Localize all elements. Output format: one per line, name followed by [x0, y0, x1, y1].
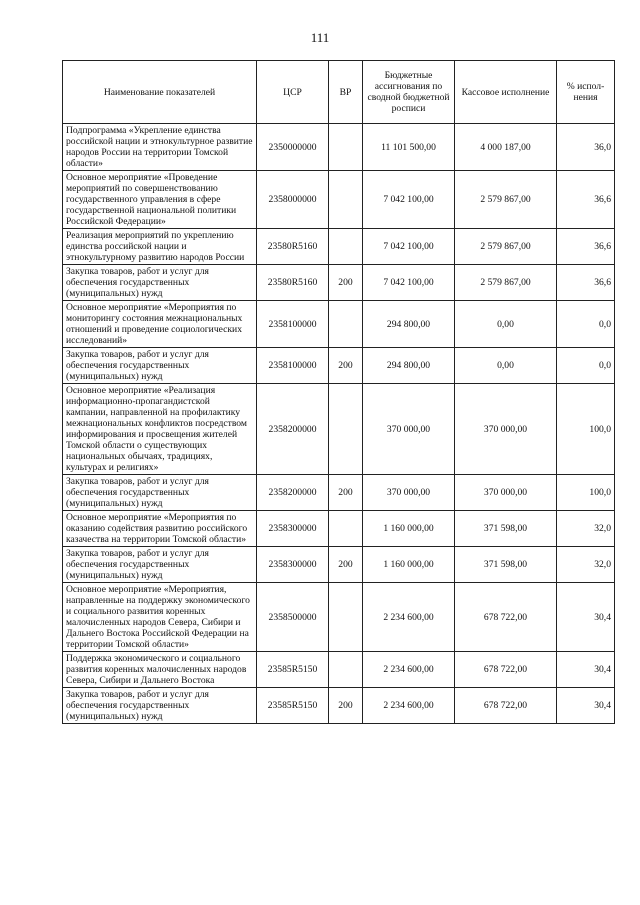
row-csr: 2350000000: [257, 124, 329, 171]
table-row: [63, 547, 615, 583]
row-vr: [329, 229, 363, 265]
row-assignments: 294 800,00: [363, 301, 455, 348]
row-vr: 200: [329, 547, 363, 583]
row-percent: 30,4: [557, 652, 615, 688]
row-cash: 371 598,00: [455, 511, 557, 547]
row-name: Поддержка экономического и социального развития коренных малочисленных народов Севера, Сибири и Дальнего Востока: [63, 652, 257, 688]
table-row: [63, 652, 615, 688]
row-cash: 678 722,00: [455, 583, 557, 652]
table-row: [63, 384, 615, 475]
row-percent: 100,0: [557, 475, 615, 511]
row-percent: 36,0: [557, 124, 615, 171]
row-percent: 0,0: [557, 301, 615, 348]
row-cash: 370 000,00: [455, 384, 557, 475]
header-vr: ВР: [329, 61, 363, 124]
row-vr: [329, 583, 363, 652]
table-row: [63, 124, 615, 171]
table-row: [63, 301, 615, 348]
budget-table: [62, 60, 615, 724]
row-percent: 30,4: [557, 583, 615, 652]
row-vr: 200: [329, 348, 363, 384]
row-cash: 0,00: [455, 301, 557, 348]
row-csr: 2358200000: [257, 475, 329, 511]
page-number: 111: [310, 30, 330, 45]
row-assignments: 370 000,00: [363, 475, 455, 511]
row-vr: [329, 384, 363, 475]
header-csr: ЦСР: [257, 61, 329, 124]
row-name: Подпрограмма «Укрепление единства российской нации и этнокультурное развитие народов России на территории Томской области»: [63, 124, 257, 171]
row-vr: [329, 124, 363, 171]
row-cash: 2 579 867,00: [455, 229, 557, 265]
row-percent: 0,0: [557, 348, 615, 384]
row-name: Основное мероприятие «Реализация информационно-пропагандистской кампании, направленной на профилактику межнациональных конфликтов посредством информирования и просвещения жителей Томской области о существующих национальных обычаях, традициях, культурах и религиях»: [63, 384, 257, 475]
row-percent: 36,6: [557, 171, 615, 229]
row-assignments: 11 101 500,00: [363, 124, 455, 171]
row-name: Основное мероприятие «Мероприятия по мониторингу состояния межнациональных отношений и проведение социологических исследований»: [63, 301, 257, 348]
row-vr: [329, 511, 363, 547]
row-assignments: 2 234 600,00: [363, 688, 455, 724]
header-assignments: Бюджетные ассигнования по сводной бюджетной росписи: [363, 61, 455, 124]
row-name: Закупка товаров, работ и услуг для обеспечения государственных (муниципальных) нужд: [63, 265, 257, 301]
row-csr: 2358000000: [257, 171, 329, 229]
row-name: Реализация мероприятий по укреплению единства российской нации и этнокультурному развитию народов России: [63, 229, 257, 265]
row-name: Закупка товаров, работ и услуг для обеспечения государственных (муниципальных) нужд: [63, 348, 257, 384]
row-cash: 0,00: [455, 348, 557, 384]
row-assignments: 370 000,00: [363, 384, 455, 475]
row-cash: 2 579 867,00: [455, 171, 557, 229]
row-assignments: 1 160 000,00: [363, 547, 455, 583]
table-row: [63, 688, 615, 724]
row-cash: 678 722,00: [455, 688, 557, 724]
row-vr: 200: [329, 265, 363, 301]
row-assignments: 294 800,00: [363, 348, 455, 384]
row-csr: 2358300000: [257, 511, 329, 547]
row-percent: 32,0: [557, 511, 615, 547]
row-name: Основное мероприятие «Мероприятия, направленные на поддержку экономического и социального развития коренных малочисленных народов Севера, Сибири и Дальнего Востока Российской Федерации на территории Томской области»: [63, 583, 257, 652]
table-row: [63, 583, 615, 652]
row-cash: 370 000,00: [455, 475, 557, 511]
table-row: [63, 475, 615, 511]
row-percent: 30,4: [557, 688, 615, 724]
row-csr: 23580R5160: [257, 229, 329, 265]
table-body: [63, 124, 615, 724]
row-assignments: 2 234 600,00: [363, 583, 455, 652]
row-name: Закупка товаров, работ и услуг для обеспечения государственных (муниципальных) нужд: [63, 547, 257, 583]
row-csr: 23585R5150: [257, 688, 329, 724]
row-csr: 2358300000: [257, 547, 329, 583]
table-row: [63, 229, 615, 265]
row-cash: 678 722,00: [455, 652, 557, 688]
row-assignments: 7 042 100,00: [363, 229, 455, 265]
row-name: Основное мероприятие «Проведение мероприятий по совершенствованию государственного управления в сфере государственной национальной политики Российской Федерации»: [63, 171, 257, 229]
row-assignments: 1 160 000,00: [363, 511, 455, 547]
row-vr: [329, 652, 363, 688]
row-percent: 32,0: [557, 547, 615, 583]
table-header-row: [63, 61, 615, 124]
row-csr: 2358100000: [257, 348, 329, 384]
row-cash: 371 598,00: [455, 547, 557, 583]
row-vr: [329, 301, 363, 348]
row-percent: 100,0: [557, 384, 615, 475]
row-name: Закупка товаров, работ и услуг для обеспечения государственных (муниципальных) нужд: [63, 475, 257, 511]
row-percent: 36,6: [557, 265, 615, 301]
row-assignments: 7 042 100,00: [363, 171, 455, 229]
row-vr: 200: [329, 688, 363, 724]
row-cash: 4 000 187,00: [455, 124, 557, 171]
table-row: [63, 348, 615, 384]
row-csr: 23580R5160: [257, 265, 329, 301]
row-name: Основное мероприятие «Мероприятия по оказанию содействия развитию российского казачества на территории Томской области»: [63, 511, 257, 547]
row-csr: 2358100000: [257, 301, 329, 348]
header-name: Наименование показателей: [63, 61, 257, 124]
row-vr: [329, 171, 363, 229]
table-row: [63, 171, 615, 229]
row-assignments: 7 042 100,00: [363, 265, 455, 301]
table-row: [63, 511, 615, 547]
row-cash: 2 579 867,00: [455, 265, 557, 301]
row-csr: 2358200000: [257, 384, 329, 475]
row-assignments: 2 234 600,00: [363, 652, 455, 688]
row-percent: 36,6: [557, 229, 615, 265]
table-row: [63, 265, 615, 301]
header-cash: Кассовое исполнение: [455, 61, 557, 124]
row-name: Закупка товаров, работ и услуг для обеспечения государственных (муниципальных) нужд: [63, 688, 257, 724]
row-csr: 2358500000: [257, 583, 329, 652]
row-csr: 23585R5150: [257, 652, 329, 688]
row-vr: 200: [329, 475, 363, 511]
header-percent: % испол-нения: [557, 61, 615, 124]
